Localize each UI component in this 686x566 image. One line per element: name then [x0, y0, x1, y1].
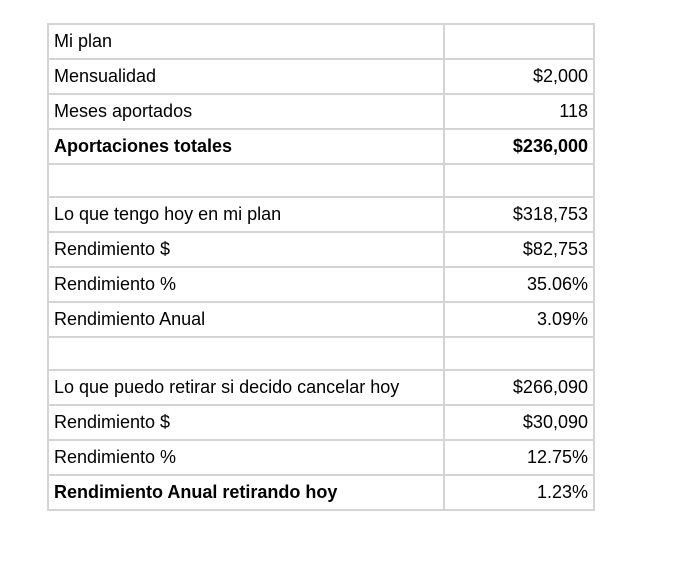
table-row-spacer — [48, 164, 594, 197]
table-row — [48, 267, 594, 302]
plan-summary-table — [47, 23, 595, 511]
table-row — [48, 197, 594, 232]
table-row — [48, 302, 594, 337]
table-row — [48, 94, 594, 129]
cell-label[interactable]: Mensualidad — [48, 59, 444, 94]
table-row — [48, 440, 594, 475]
cell-value[interactable]: $236,000 — [444, 129, 594, 164]
table-row-spacer — [48, 337, 594, 370]
cell-value[interactable]: $82,753 — [444, 232, 594, 267]
cell-value[interactable]: 1.23% — [444, 475, 594, 510]
cell-value[interactable]: 118 — [444, 94, 594, 129]
cell-label[interactable]: Aportaciones totales — [48, 129, 444, 164]
cell-label[interactable]: Meses aportados — [48, 94, 444, 129]
cell-label[interactable]: Rendimiento Anual — [48, 302, 444, 337]
cell-label[interactable] — [48, 337, 444, 370]
cell-value[interactable]: $266,090 — [444, 370, 594, 405]
cell-value[interactable]: $318,753 — [444, 197, 594, 232]
table-row — [48, 129, 594, 164]
cell-label[interactable]: Rendimiento $ — [48, 232, 444, 267]
cell-value[interactable]: 12.75% — [444, 440, 594, 475]
cell-label[interactable]: Mi plan — [48, 24, 444, 59]
cell-label[interactable]: Rendimiento Anual retirando hoy — [48, 475, 444, 510]
table-row — [48, 59, 594, 94]
cell-value[interactable] — [444, 337, 594, 370]
cell-value[interactable]: $30,090 — [444, 405, 594, 440]
table-row — [48, 405, 594, 440]
cell-value[interactable]: 3.09% — [444, 302, 594, 337]
cell-label[interactable]: Rendimiento % — [48, 440, 444, 475]
cell-label[interactable]: Rendimiento % — [48, 267, 444, 302]
table-row — [48, 24, 594, 59]
cell-label[interactable] — [48, 164, 444, 197]
cell-value[interactable]: 35.06% — [444, 267, 594, 302]
cell-label[interactable]: Rendimiento $ — [48, 405, 444, 440]
table-row — [48, 232, 594, 267]
cell-value[interactable] — [444, 24, 594, 59]
cell-value[interactable]: $2,000 — [444, 59, 594, 94]
cell-value[interactable] — [444, 164, 594, 197]
table-row — [48, 475, 594, 510]
cell-label[interactable]: Lo que puedo retirar si decido cancelar hoy — [48, 370, 444, 405]
table-row — [48, 370, 594, 405]
cell-label[interactable]: Lo que tengo hoy en mi plan — [48, 197, 444, 232]
